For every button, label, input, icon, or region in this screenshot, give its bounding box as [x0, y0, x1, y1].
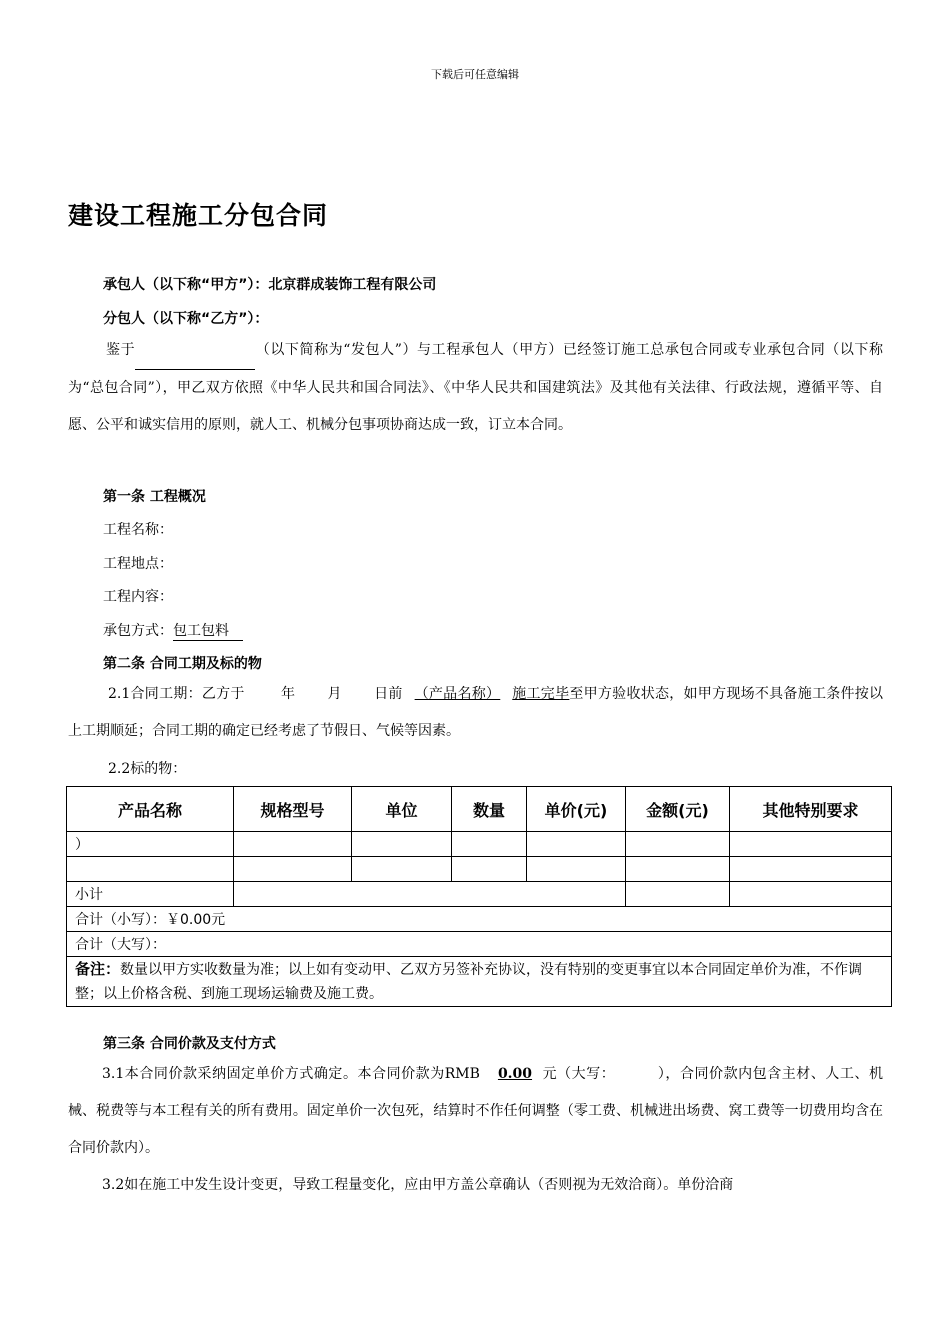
- note-text: 数量以甲方实收数量为准；以上如有变动甲、乙双方另签补充协议，没有特别的变更事宜以本合同固定单价为准，不作调整；以上价格含税、到施工现场运输费及施工费。: [75, 962, 863, 1002]
- table-cell: [730, 882, 892, 907]
- table-row: [67, 857, 892, 882]
- clause-2-2: 2.2标的物：: [108, 761, 187, 777]
- table-row: [67, 832, 892, 857]
- table-cell: [527, 857, 626, 882]
- party-a-line: 承包人（以下称“甲方”）：北京群成装饰工程有限公司: [103, 277, 437, 293]
- total-small-row: [67, 907, 892, 932]
- table-header-row: [67, 787, 892, 832]
- clause-3-1-start: 3.1本合同价款采纳固定单价方式确定。本合同价款为RMB: [102, 1066, 480, 1082]
- year-label: 年: [280, 686, 296, 702]
- total-small: 合计（小写）：￥0.00元: [67, 907, 892, 932]
- article2-heading: 第二条 合同工期及标的物: [103, 656, 262, 672]
- preamble-paragraph: [68, 332, 883, 444]
- table-cell: [452, 832, 527, 857]
- clause-2-1-rest: 至甲方验收状态，如甲方现场不具备施工条件按以上工期顺延；合同工期的确定已经考虑了节假日、气候等因素。: [68, 686, 884, 739]
- table-cell: [234, 857, 352, 882]
- clause-3-1-big: 元（大写：: [542, 1066, 616, 1082]
- clause-3-2: 3.2如在施工中发生设计变更，导致工程量变化，应由甲方盖公章确认（否则视为无效洽商）。单份洽商: [102, 1177, 734, 1193]
- article1-heading: 第一条 工程概况: [103, 489, 206, 505]
- table-cell: [626, 882, 730, 907]
- party-b-line: 分包人（以下称“乙方”）：: [103, 311, 269, 327]
- contract-mode-value: 包工包料: [173, 620, 243, 641]
- contract-mode-label: 承包方式：: [103, 623, 173, 639]
- items-table: [66, 786, 892, 1007]
- month-label: 月: [327, 686, 342, 702]
- clause-2-1-start: 2.1合同工期：乙方于: [108, 686, 245, 702]
- note-cell: [67, 957, 892, 1007]
- note-row: [67, 957, 892, 1007]
- table-cell: [352, 832, 452, 857]
- project-content-label: 工程内容：: [103, 589, 173, 605]
- note-label: 备注：: [75, 960, 121, 978]
- clause-2-1: [68, 676, 883, 750]
- col-special-requirements: 其他特别要求: [730, 787, 892, 832]
- article3-heading: 第三条 合同价款及支付方式: [103, 1036, 276, 1052]
- header-note: 下载后可任意编辑: [431, 68, 519, 81]
- table-cell: ）: [67, 832, 234, 857]
- col-quantity: 数量: [452, 787, 527, 832]
- project-name-label: 工程名称：: [103, 522, 173, 538]
- total-big-row: [67, 932, 892, 957]
- clause-3-1-rest: ），合同价款内包含主材、人工、机械、税费等与本工程有关的所有费用。固定单价一次包死，结算时不作任何调整（零工费、机械进出场费、窝工费等一切费用均含在合同价款内）。: [68, 1066, 884, 1156]
- subtotal-label: 小计: [67, 882, 234, 907]
- table-cell: [626, 857, 730, 882]
- subtotal-row: [67, 882, 892, 907]
- project-location-label: 工程地点：: [103, 556, 173, 572]
- preamble-prefix: 鉴于: [106, 342, 136, 358]
- employer-blank: [135, 332, 255, 370]
- finish-underlined: 施工完毕: [512, 686, 570, 702]
- table-cell: [730, 857, 892, 882]
- col-spec: 规格型号: [234, 787, 352, 832]
- table-cell: [527, 832, 626, 857]
- contract-mode-line: [103, 620, 243, 641]
- table-cell: [234, 882, 626, 907]
- table-cell: [626, 832, 730, 857]
- table-cell: [67, 857, 234, 882]
- total-big: 合计（大写）：: [67, 932, 892, 957]
- clause-3-1: [68, 1056, 883, 1167]
- table-cell: [352, 857, 452, 882]
- col-unit: 单位: [352, 787, 452, 832]
- col-product-name: 产品名称: [67, 787, 234, 832]
- day-before-label: 日前: [373, 686, 403, 702]
- table-cell: [234, 832, 352, 857]
- col-unit-price: 单价(元): [527, 787, 626, 832]
- col-amount: 金额(元): [626, 787, 730, 832]
- preamble-text: （以下简称为“发包人”）与工程承包人（甲方）已经签订施工总承包合同或专业承包合同（以下称为“总包合同”），甲乙双方依照《中华人民共和国合同法》、《中华人民共和国建筑法》及其他有关法律、行政法规，遵循平等、自愿、公平和诚实信用的原则，就人工、机械分包事项协商达成一致，订立本合同。: [68, 342, 884, 433]
- contract-amount: 0.00: [497, 1066, 533, 1082]
- table-cell: [452, 857, 527, 882]
- product-name-underlined: （产品名称）: [414, 686, 501, 702]
- table-cell: [730, 832, 892, 857]
- contract-title: 建设工程施工分包合同: [68, 201, 329, 230]
